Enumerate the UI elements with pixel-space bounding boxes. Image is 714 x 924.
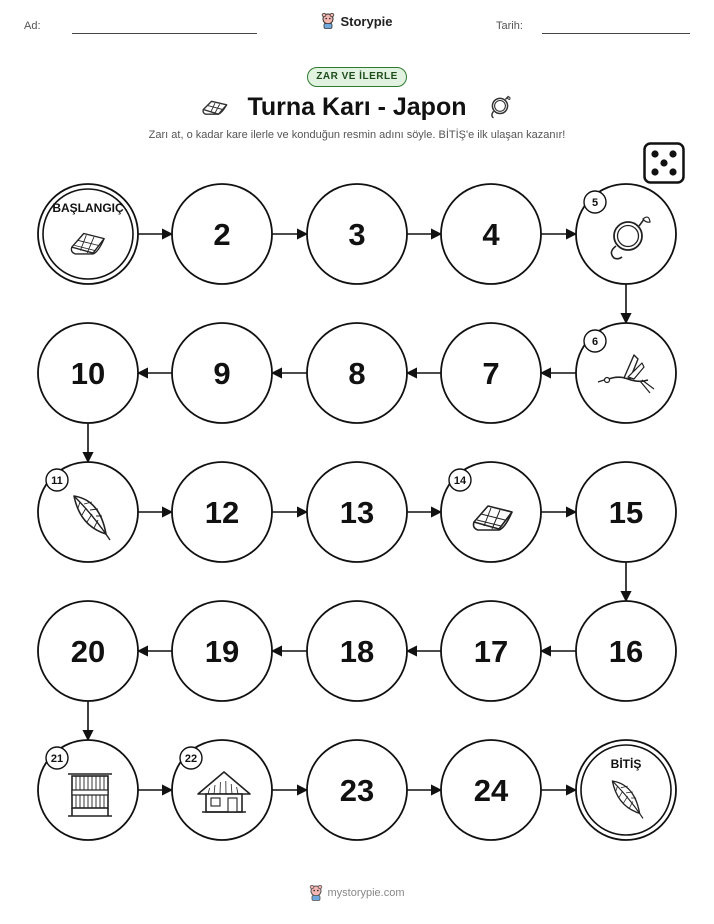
square-number: 18 — [339, 634, 375, 669]
board-square-4 — [441, 184, 541, 284]
start-label: BAŞLANGIÇ — [52, 201, 124, 215]
square-number: 6 — [591, 336, 599, 348]
board-square-19 — [172, 601, 272, 701]
board-square-25 — [576, 740, 676, 840]
square-number: 7 — [482, 356, 500, 391]
board-square-11 — [38, 462, 138, 562]
square-number: 21 — [50, 753, 64, 765]
square-number: 3 — [348, 217, 366, 252]
board-square-18 — [307, 601, 407, 701]
board-square-12 — [172, 462, 272, 562]
board-square-21 — [38, 740, 138, 840]
board-square-10 — [38, 323, 138, 423]
square-number: 2 — [213, 217, 231, 252]
name-label: Ad: — [24, 20, 41, 32]
brand-name: Storypie — [340, 13, 393, 29]
board-square-14 — [441, 462, 541, 562]
page-title: Turna Karı - Japon — [247, 93, 467, 121]
board-square-1 — [38, 184, 138, 284]
board-square-17 — [441, 601, 541, 701]
board-square-8 — [307, 323, 407, 423]
footer-url: mystorypie.com — [327, 887, 405, 899]
square-number: 9 — [213, 356, 231, 391]
square-number: 13 — [339, 495, 375, 530]
footer — [0, 885, 714, 906]
storypie-logo-icon — [309, 885, 323, 901]
board-square-15 — [576, 462, 676, 562]
square-number: 12 — [204, 495, 240, 530]
board-square-5 — [576, 184, 676, 284]
square-number: 15 — [608, 495, 644, 530]
instructions-text: Zarı at, o kadar kare ilerle ve konduğun resmin adını söyle. BİTİŞ'e ilk ulaşan kazanır! — [148, 129, 566, 141]
board-square-2 — [172, 184, 272, 284]
square-number: 20 — [70, 634, 106, 669]
board-square-16 — [576, 601, 676, 701]
square-number: 11 — [51, 475, 63, 487]
square-number: 5 — [591, 197, 599, 209]
square-number: 10 — [70, 356, 106, 391]
board-square-24 — [441, 740, 541, 840]
square-number: 22 — [184, 753, 198, 765]
square-number: 8 — [348, 356, 366, 391]
board-square-7 — [441, 323, 541, 423]
board-square-9 — [172, 323, 272, 423]
square-number: 16 — [608, 634, 644, 669]
board-square-22 — [172, 740, 272, 840]
board-square-3 — [307, 184, 407, 284]
board-square-13 — [307, 462, 407, 562]
square-number: 24 — [473, 773, 509, 808]
game-type-badge: ZAR VE İLERLE — [307, 67, 407, 87]
square-number: 23 — [339, 773, 375, 808]
square-number: 19 — [204, 634, 240, 669]
board-square-23 — [307, 740, 407, 840]
square-number: 17 — [473, 634, 509, 669]
finish-label: BİTİŞ — [610, 757, 642, 771]
board-square-6 — [576, 323, 676, 423]
square-number: 4 — [482, 217, 500, 252]
square-number: 14 — [453, 475, 467, 487]
date-label: Tarih: — [496, 20, 523, 32]
board-square-20 — [38, 601, 138, 701]
